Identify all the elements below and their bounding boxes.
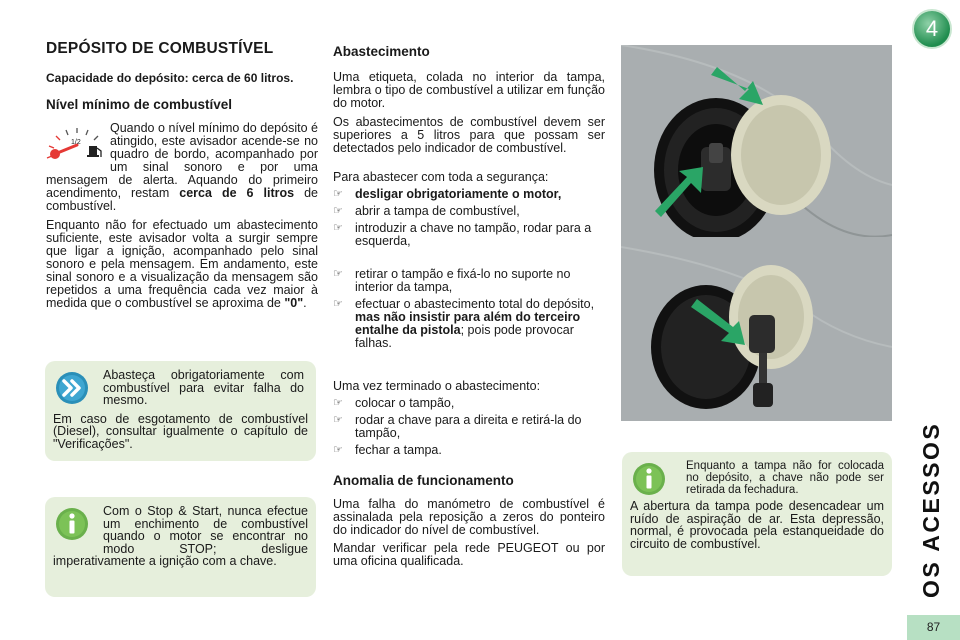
abastecimento-p1: Uma etiqueta, colada no interior da tampa, lembra o tipo de combustível a utilizar em função do motor. [333, 70, 605, 110]
chapter-number-badge: 4 [912, 9, 952, 49]
note-tampa [622, 452, 892, 576]
list-item: ☞ rodar a chave para a direita e retirá-la do tampão, [333, 413, 582, 440]
abastecimento-intro: Para abastecer com toda a segurança: [333, 170, 549, 184]
nivel-paragraph-2: Enquanto não for efectuado um abastecimento suficiente, este avisador volta a surgir sempre que ligar a ignição, acompanhado pelo sinal sonoro e pela mensagem. Em andamento, este sinal sonoro e a visualização da mensagem são repetidos a uma frequência cada vez maior à medida que o combustível se aproxima de "0". [46, 218, 318, 310]
anomalia-p2: Mandar verificar pela rede PEUGEOT ou por uma oficina qualificada. [333, 541, 605, 568]
list-item: ☞ colocar o tampão, [333, 396, 455, 410]
abastecimento-title: Abastecimento [333, 44, 430, 59]
note-diesel-p2: Em caso de esgotamento de combustível (Diesel), consultar igualmente o capítulo de "Verificações". [53, 411, 308, 451]
list-item: ☞ desligar obrigatoriamente o motor, [333, 187, 562, 201]
list-item: ☞ retirar o tampão e fixá-lo no suporte no interior da tampa, [333, 267, 571, 294]
note-diesel-p1: Abasteça obrigatoriamente com combustível para evitar falha do mesmo. [103, 368, 304, 407]
abastecimento-p2: Os abastecimentos de combustível devem ser superiores a 5 litros para que possam ser detectados pelo indicador de combustível. [333, 115, 605, 155]
pointing-hand-icon: ☞ [333, 222, 343, 234]
anomalia-title: Anomalia de funcionamento [333, 473, 514, 488]
chapter-title: OS ACESSOS [918, 421, 944, 598]
pointing-hand-icon: ☞ [333, 188, 343, 200]
page-number: 87 [907, 615, 960, 640]
note-tampa-p1: Enquanto a tampa não for colocada no depósito, a chave não pode ser retirada da fechadura. [686, 460, 884, 496]
photo-open-fuel-flap [621, 45, 892, 258]
photo-cap-in-holder [621, 237, 892, 421]
fuel-gauge-icon [46, 124, 104, 170]
pointing-hand-icon: ☞ [333, 414, 343, 426]
after-intro: Uma vez terminado o abastecimento: [333, 379, 541, 393]
pointing-hand-icon: ☞ [333, 205, 343, 217]
section-title: DEPÓSITO DE COMBUSTÍVEL [46, 40, 274, 57]
column-middle [333, 40, 605, 568]
pointing-hand-icon: ☞ [333, 298, 343, 310]
info-icon [632, 462, 666, 496]
note-diesel [45, 361, 316, 461]
list-item: ☞ introduzir a chave no tampão, rodar para a esquerda, [333, 221, 592, 248]
list-item: ☞ abrir a tampa de combustível, [333, 204, 520, 218]
pointing-hand-icon: ☞ [333, 444, 343, 456]
capacity-text: Capacidade do depósito: cerca de 60 litros. [46, 71, 294, 85]
note-tampa-p2: A abertura da tampa pode desencadear um ruído de aspiração de ar. Esta depressão, normal, é provocada pela estanqueidade do circuito de combustível. [630, 499, 884, 551]
nivel-paragraph-1: Quando o nível mínimo do depósito é atingido, este avisador acende-se no quadro de bordo, acompanhado por um sinal sonoro e por uma mensagem de alerta. Aquando do primeiro acendimento, restam cerca de 6 litros de combustível. [46, 121, 318, 213]
pointing-hand-icon: ☞ [333, 397, 343, 409]
gauge-half-label: 1/2 [71, 139, 81, 146]
note-stop-p1: Com o Stop & Start, nunca efectue um enchimento de combustível quando o motor se encontrar no modo STOP; desligue imperativamente a ignição com a chave. [53, 504, 308, 568]
double-chevron-icon [55, 371, 89, 405]
fuel-steps-list [333, 188, 605, 350]
column-left [46, 40, 318, 310]
after-steps-list [333, 397, 605, 457]
list-item: ☞ fechar a tampa. [333, 443, 442, 457]
info-icon [55, 507, 89, 541]
anomalia-p1: Uma falha do manómetro de combustível é assinalada pela reposição a zeros do ponteiro do indicador do nível de combustível. [333, 497, 605, 537]
note-stop-start [45, 497, 316, 597]
pointing-hand-icon: ☞ [333, 268, 343, 280]
list-item: ☞ efectuar o abastecimento total do depósito, mas não insistir para além do terceiro entalhe da pistola; pois pode provocar falhas. [333, 297, 595, 350]
nivel-title: Nível mínimo de combustível [46, 97, 233, 112]
